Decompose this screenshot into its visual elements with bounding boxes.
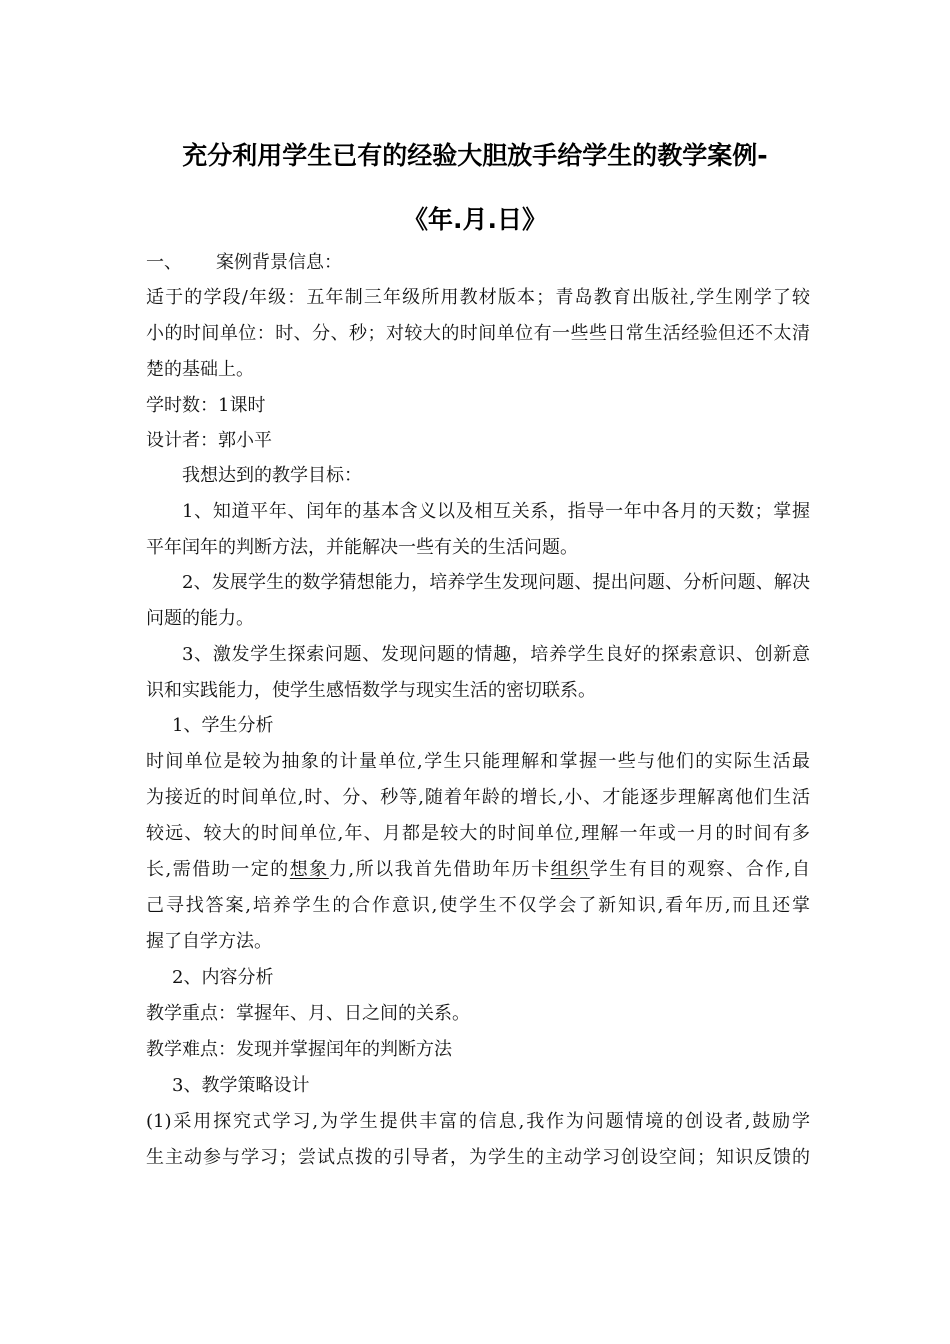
content-analysis-heading: 2、内容分析 <box>172 967 274 988</box>
teaching-difficulty: 教学难点：发现并掌握闰年的判断方法 <box>146 1039 452 1060</box>
student-analysis-heading: 1、学生分析 <box>172 715 274 736</box>
class-hours: 学时数：1课时 <box>146 395 266 416</box>
goal-2-line-2: 问题的能力。 <box>146 608 254 629</box>
student-analysis-line-2: 为接近的时间单位,时、分、秒等,随着年龄的增长,小、才能逐步理解离他们生活 <box>146 787 810 808</box>
designer: 设计者：郭小平 <box>146 430 272 451</box>
student-analysis-line-5: 己寻找答案,培养学生的合作意识,使学生不仅学会了新知识,看年历,而且还掌 <box>146 895 810 916</box>
strategy-heading: 3、教学策略设计 <box>172 1075 310 1096</box>
section-number: 一、 <box>146 252 182 273</box>
document-title-line1: 充分利用学生已有的经验大胆放手给学生的教学案例- <box>182 141 768 170</box>
goal-1-line-1: 1、知道平年、闰年的基本含义以及相互关系，指导一年中各月的天数；掌握 <box>182 501 810 522</box>
student-analysis-line-1: 时间单位是较为抽象的计量单位,学生只能理解和掌握一些与他们的实际生活最 <box>146 751 810 772</box>
strategy-line-2: 生主动参与学习；尝试点拨的引导者，为学生的主动学习创设空间；知识反馈的 <box>146 1147 810 1168</box>
section-title: 案例背景信息： <box>216 252 342 273</box>
text-segment: 力,所以我首先借助年历卡 <box>328 859 551 880</box>
student-analysis-line-6: 握了自学方法。 <box>146 931 272 952</box>
goal-3-line-1: 3、激发学生探索问题、发现问题的情趣，培养学生良好的探索意识、创新意 <box>182 644 810 665</box>
student-analysis-line-3: 较远、较大的时间单位,年、月都是较大的时间单位,理解一年或一月的时间有多 <box>146 823 810 844</box>
text-segment: 长,需借助一定的 <box>146 859 290 880</box>
document-title-line2: 《年.月.日》 <box>403 205 547 234</box>
student-analysis-line-4 <box>146 856 810 884</box>
goals-heading: 我想达到的教学目标： <box>182 465 362 486</box>
strategy-line-1: (1)采用探究式学习,为学生提供丰富的信息,我作为问题情境的创设者,鼓励学 <box>146 1111 810 1132</box>
text-segment: 学生有目的观察、合作,自 <box>589 859 811 880</box>
underlined-word-organize: 组织 <box>550 859 590 880</box>
underlined-word-imagination: 想象 <box>289 859 329 880</box>
goal-3-line-2: 识和实践能力，使学生感悟数学与现实生活的密切联系。 <box>146 680 596 701</box>
background-line-3: 楚的基础上。 <box>146 359 254 380</box>
goal-1-line-2: 平年闰年的判断方法，并能解决一些有关的生活问题。 <box>146 537 578 558</box>
teaching-key-point: 教学重点：掌握年、月、日之间的关系。 <box>146 1003 470 1024</box>
goal-2-line-1: 2、发展学生的数学猜想能力，培养学生发现问题、提出问题、分析问题、解决 <box>182 572 810 593</box>
background-line-1: 适于的学段/年级：五年制三年级所用教材版本；青岛教育出版社,学生刚学了较 <box>146 287 810 308</box>
background-line-2: 小的时间单位：时、分、秒；对较大的时间单位有一些些日常生活经验但还不太清 <box>146 323 810 344</box>
section-heading-background <box>146 249 810 277</box>
